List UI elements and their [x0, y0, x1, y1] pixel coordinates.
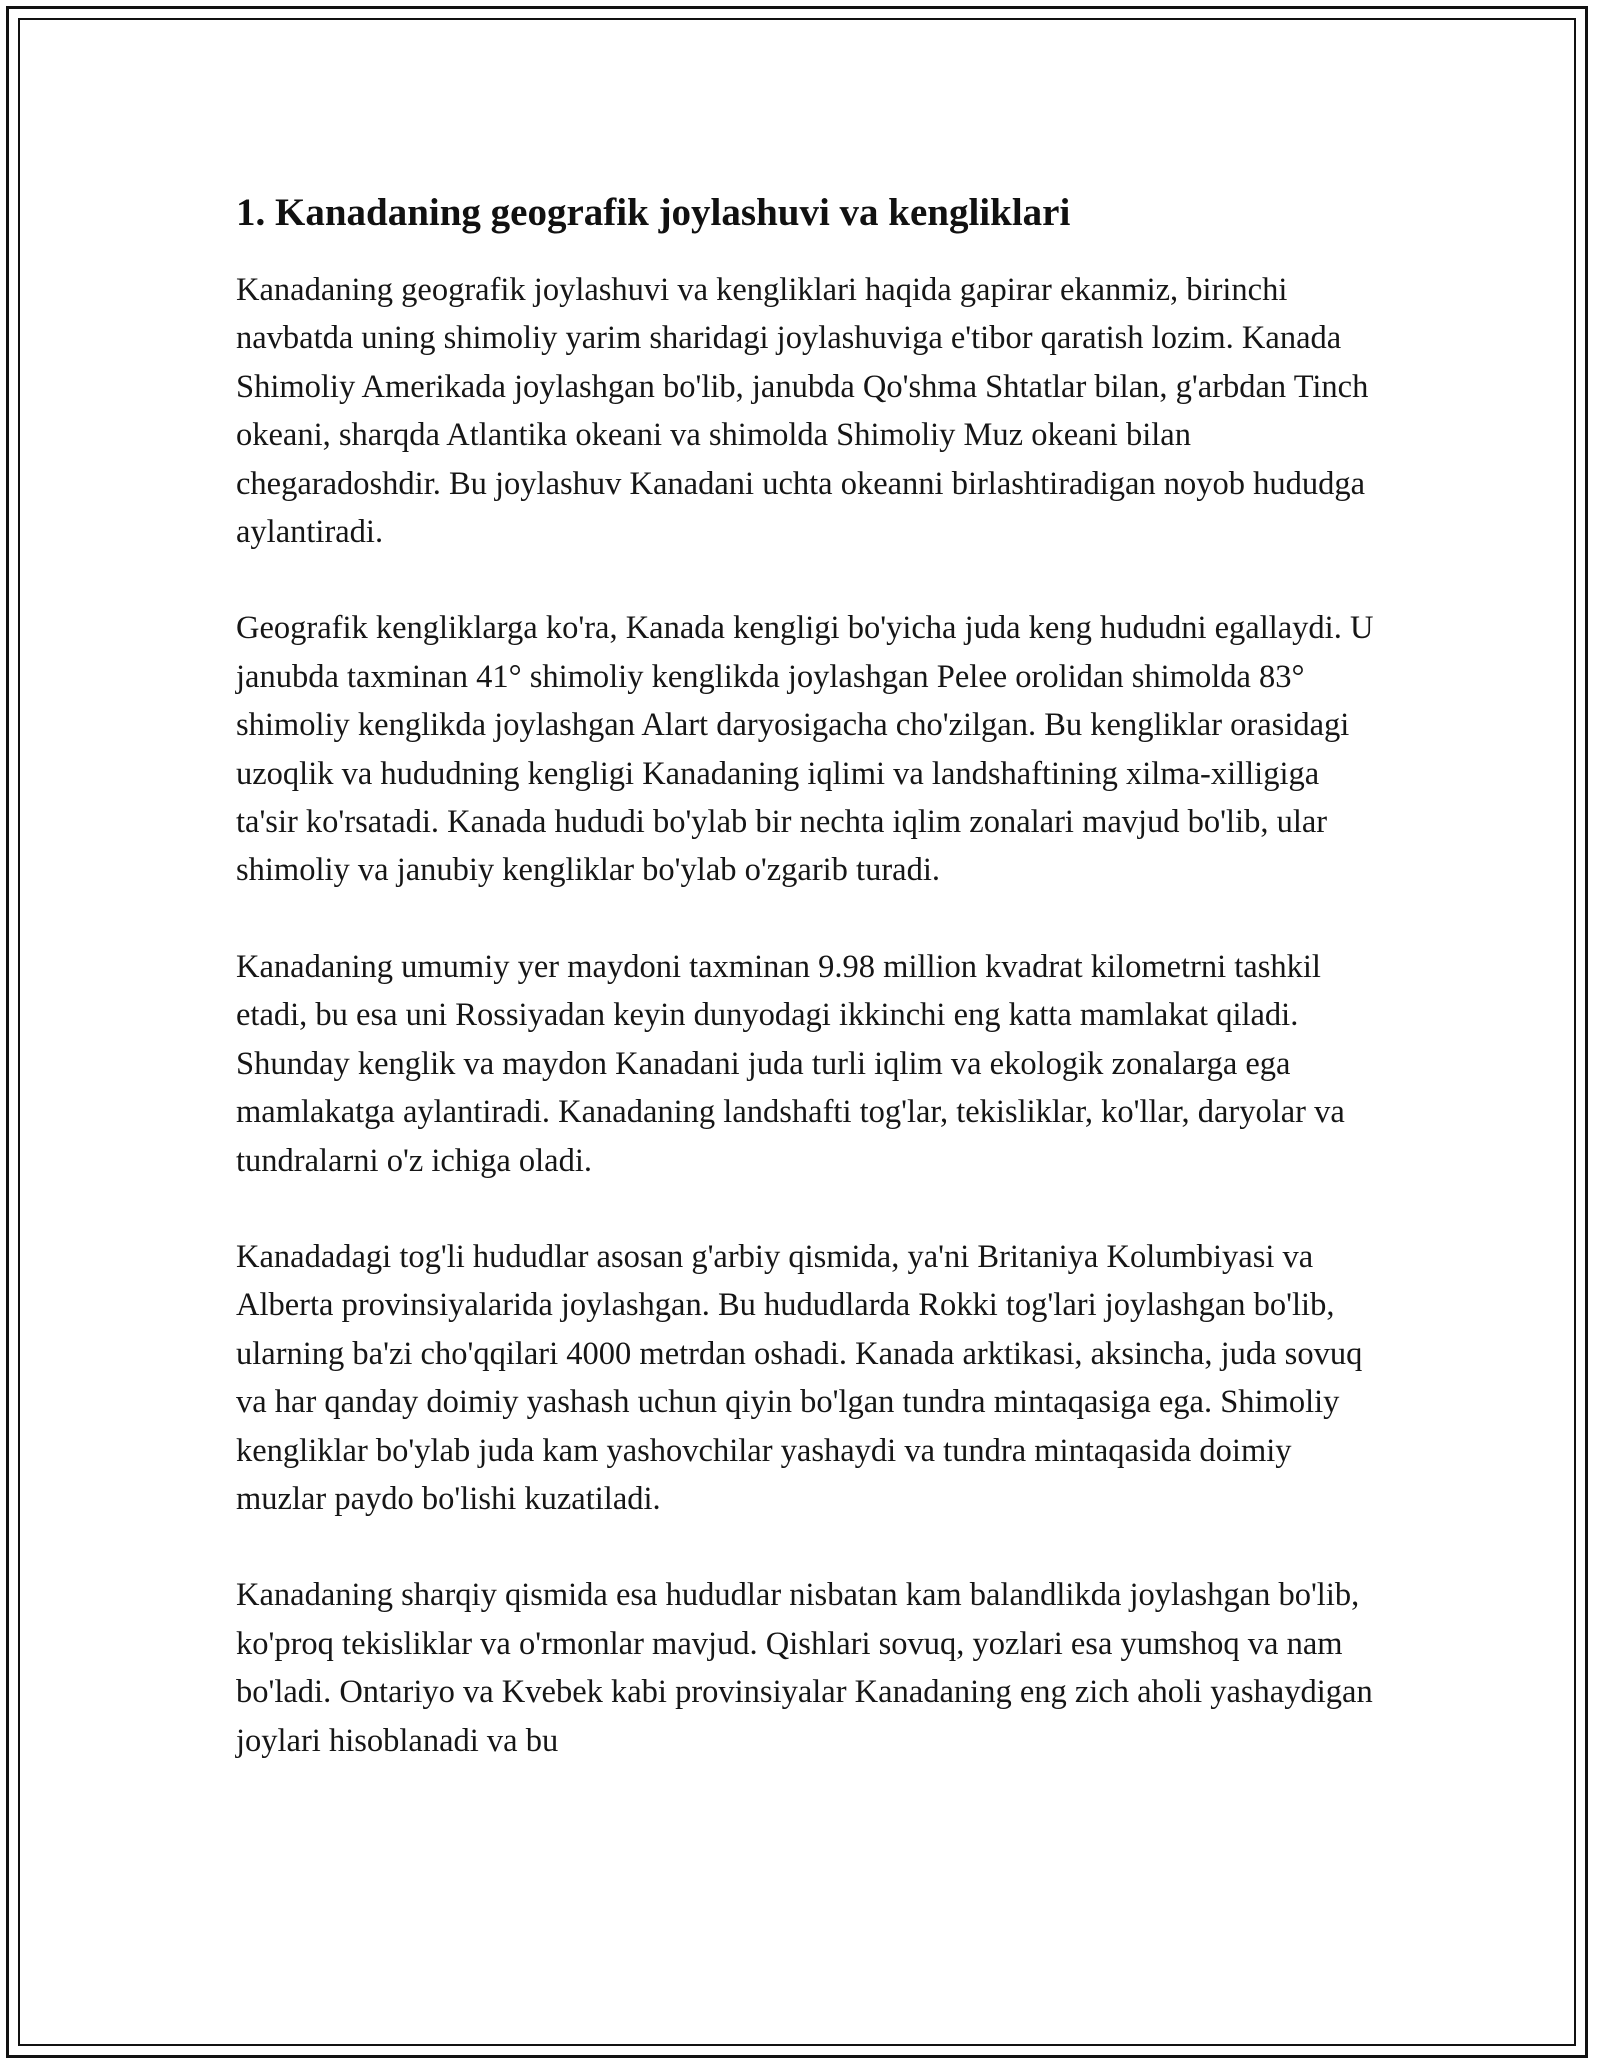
- paragraph-3: Kanadaning umumiy yer maydoni taxminan 9.98 million kvadrat kilometrni tashkil etadi, bu esa uni Rossiyadan keyin dunyodagi ikkinchi eng katta mamlakat qiladi. Shunday kenglik va maydon Kanadani juda turli iqlim va ekologik zonalarga ega mamlakatga aylantiradi. Kanadaning landshafti tog'lar, tekisliklar, ko'llar, daryolar va tundralarni o'z ichiga oladi.: [236, 948, 1345, 1179]
- paragraph-2: Geografik kengliklarga ko'ra, Kanada kengligi bo'yicha juda keng hududni egallaydi. U janubda taxminan 41° shimoliy kenglikda joylashgan Pelee orolidan shimolda 83° shimoliy kenglikda joylashgan Alart daryosigacha cho'zilgan. Bu kengliklar orasidagi uzoqlik va hududning kengligi Kanadaning iqlimi va landshaftining xilma-xilligiga ta'sir ko'rsatadi. Kanada hududi bo'ylab bir nechta iqlim zonalari mavjud bo'lib, ular shimoliy va janubiy kengliklar bo'ylab o'zgarib turadi.: [236, 610, 1374, 889]
- section-heading: 1. Kanadaning geografik joylashuvi va kengliklari: [236, 191, 1071, 234]
- paragraph-4: Kanadadagi tog'li hududlar asosan g'arbiy qismida, ya'ni Britaniya Kolumbiyasi va Alberta provinsiyalarida joylashgan. Bu hududlarda Rokki tog'lari joylashgan bo'lib, ularning ba'zi cho'qqilari 4000 metrdan oshadi. Kanada arktikasi, aksincha, juda sovuq va har qanday doimiy yashash uchun qiyin bo'lgan tundra mintaqasiga ega. Shimoliy kengliklar bo'ylab juda kam yashovchilar yashaydi va tundra mintaqasida doimiy muzlar paydo bo'lishi kuzatiladi.: [236, 1238, 1363, 1517]
- paragraph-5: Kanadaning sharqiy qismida esa hududlar nisbatan kam balandlikda joylashgan bo'lib, ko'proq tekisliklar va o'rmonlar mavjud. Qishlari sovuq, yozlari esa yumshoq va nam bo'ladi. Ontariyo va Kvebek kabi provinsiyalar Kanadaning eng zich aholi yashaydigan joylari hisoblanadi va bu: [236, 1577, 1373, 1759]
- document-body: [236, 185, 1376, 1765]
- paragraph-1: Kanadaning geografik joylashuvi va kengliklari haqida gapirar ekanmiz, birinchi navbatda uning shimoliy yarim sharidagi joylashuviga e'tibor qaratish lozim. Kanada Shimoliy Amerikada joylashgan bo'lib, janubda Qo'shma Shtatlar bilan, g'arbdan Tinch okeani, sharqda Atlantika okeani va shimolda Shimoliy Muz okeani bilan chegaradoshdir. Bu joylashuv Kanadani uchta okeanni birlashtiradigan noyob hududga aylantiradi.: [236, 272, 1369, 551]
